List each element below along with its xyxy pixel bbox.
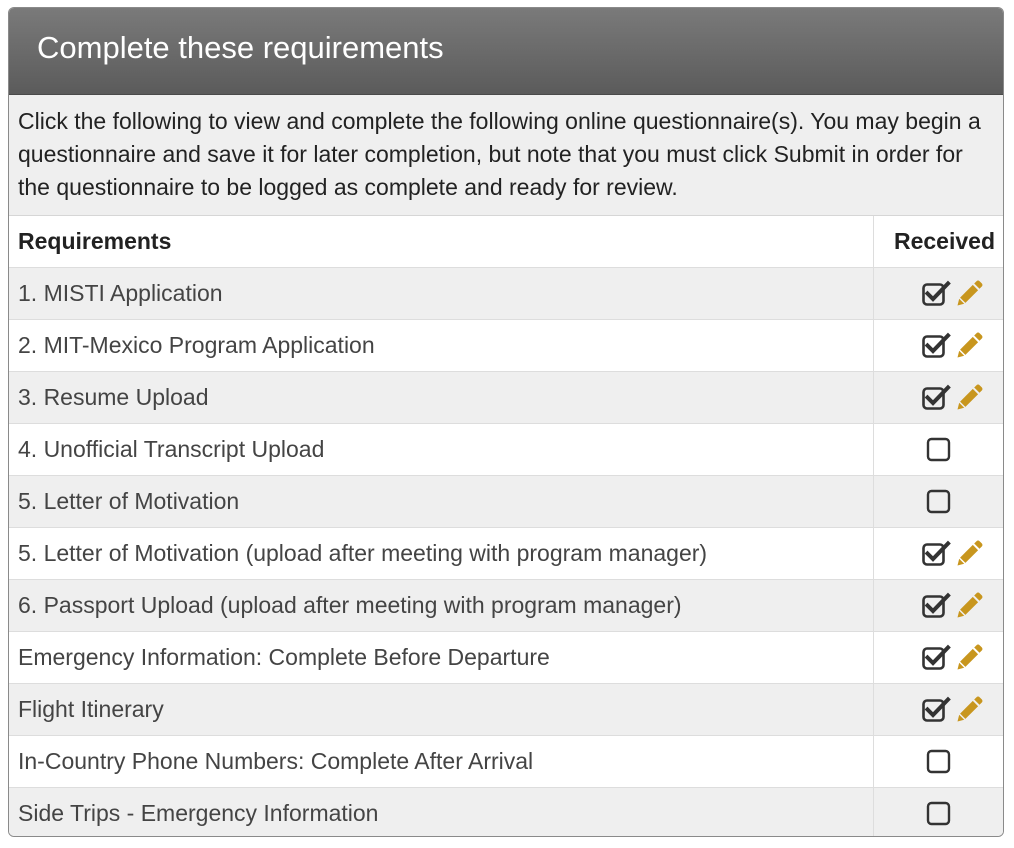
edit-pencil-icon[interactable]	[956, 591, 984, 619]
empty-checkbox-icon	[926, 437, 952, 463]
intro-text: Click the following to view and complete the following online questionnaire(s). You may begin a questionnaire and save it for later completion, but note that you must click Submit in order for the questionnaire to be logged as complete and ready for review.	[9, 95, 1003, 216]
requirement-name[interactable]: Side Trips - Emergency Information	[9, 787, 873, 837]
received-status	[922, 643, 984, 671]
requirement-name[interactable]: In-Country Phone Numbers: Complete After Arrival	[9, 735, 873, 787]
table-row[interactable]	[9, 267, 1004, 319]
checked-checkbox-icon	[922, 696, 952, 722]
received-column-header: Received	[873, 216, 1004, 267]
edit-pencil-icon[interactable]	[956, 383, 984, 411]
table-header-row	[9, 216, 1004, 267]
table-row[interactable]	[9, 579, 1004, 631]
received-cell	[873, 371, 1004, 423]
requirements-column-header: Requirements	[9, 216, 873, 267]
table-row[interactable]	[9, 735, 1004, 787]
received-status	[922, 695, 984, 723]
panel-title: Complete these requirements	[37, 30, 444, 65]
received-status	[926, 489, 952, 515]
received-cell	[873, 579, 1004, 631]
received-status	[922, 331, 984, 359]
empty-checkbox-icon	[926, 749, 952, 775]
panel-header	[9, 8, 1003, 95]
received-status	[922, 279, 984, 307]
checked-checkbox-icon	[922, 384, 952, 410]
requirement-name[interactable]: Flight Itinerary	[9, 683, 873, 735]
requirements-panel	[8, 7, 1004, 837]
edit-pencil-icon[interactable]	[956, 539, 984, 567]
checked-checkbox-icon	[922, 332, 952, 358]
table-row[interactable]	[9, 631, 1004, 683]
requirement-name[interactable]: 2. MIT-Mexico Program Application	[9, 319, 873, 371]
received-status	[922, 539, 984, 567]
received-cell	[873, 423, 1004, 475]
received-status	[926, 749, 952, 775]
edit-pencil-icon[interactable]	[956, 643, 984, 671]
received-cell	[873, 267, 1004, 319]
table-row[interactable]	[9, 423, 1004, 475]
requirement-name[interactable]: 1. MISTI Application	[9, 267, 873, 319]
received-cell	[873, 319, 1004, 371]
requirement-name[interactable]: 6. Passport Upload (upload after meeting with program manager)	[9, 579, 873, 631]
table-row[interactable]	[9, 475, 1004, 527]
received-status	[922, 591, 984, 619]
received-status	[926, 437, 952, 463]
requirements-table-body	[9, 267, 1004, 837]
empty-checkbox-icon	[926, 801, 952, 827]
table-row[interactable]	[9, 787, 1004, 837]
received-cell	[873, 787, 1004, 837]
checked-checkbox-icon	[922, 540, 952, 566]
edit-pencil-icon[interactable]	[956, 279, 984, 307]
requirement-name[interactable]: 5. Letter of Motivation (upload after meeting with program manager)	[9, 527, 873, 579]
requirements-table	[9, 216, 1004, 837]
received-status	[922, 383, 984, 411]
checked-checkbox-icon	[922, 280, 952, 306]
requirement-name[interactable]: 4. Unofficial Transcript Upload	[9, 423, 873, 475]
received-cell	[873, 735, 1004, 787]
requirement-name[interactable]: Emergency Information: Complete Before Departure	[9, 631, 873, 683]
table-row[interactable]	[9, 527, 1004, 579]
table-row[interactable]	[9, 683, 1004, 735]
checked-checkbox-icon	[922, 644, 952, 670]
received-status	[926, 801, 952, 827]
table-row[interactable]	[9, 371, 1004, 423]
received-cell	[873, 683, 1004, 735]
checked-checkbox-icon	[922, 592, 952, 618]
empty-checkbox-icon	[926, 489, 952, 515]
edit-pencil-icon[interactable]	[956, 695, 984, 723]
received-cell	[873, 631, 1004, 683]
requirement-name[interactable]: 3. Resume Upload	[9, 371, 873, 423]
received-cell	[873, 527, 1004, 579]
requirement-name[interactable]: 5. Letter of Motivation	[9, 475, 873, 527]
edit-pencil-icon[interactable]	[956, 331, 984, 359]
table-row[interactable]	[9, 319, 1004, 371]
received-cell	[873, 475, 1004, 527]
